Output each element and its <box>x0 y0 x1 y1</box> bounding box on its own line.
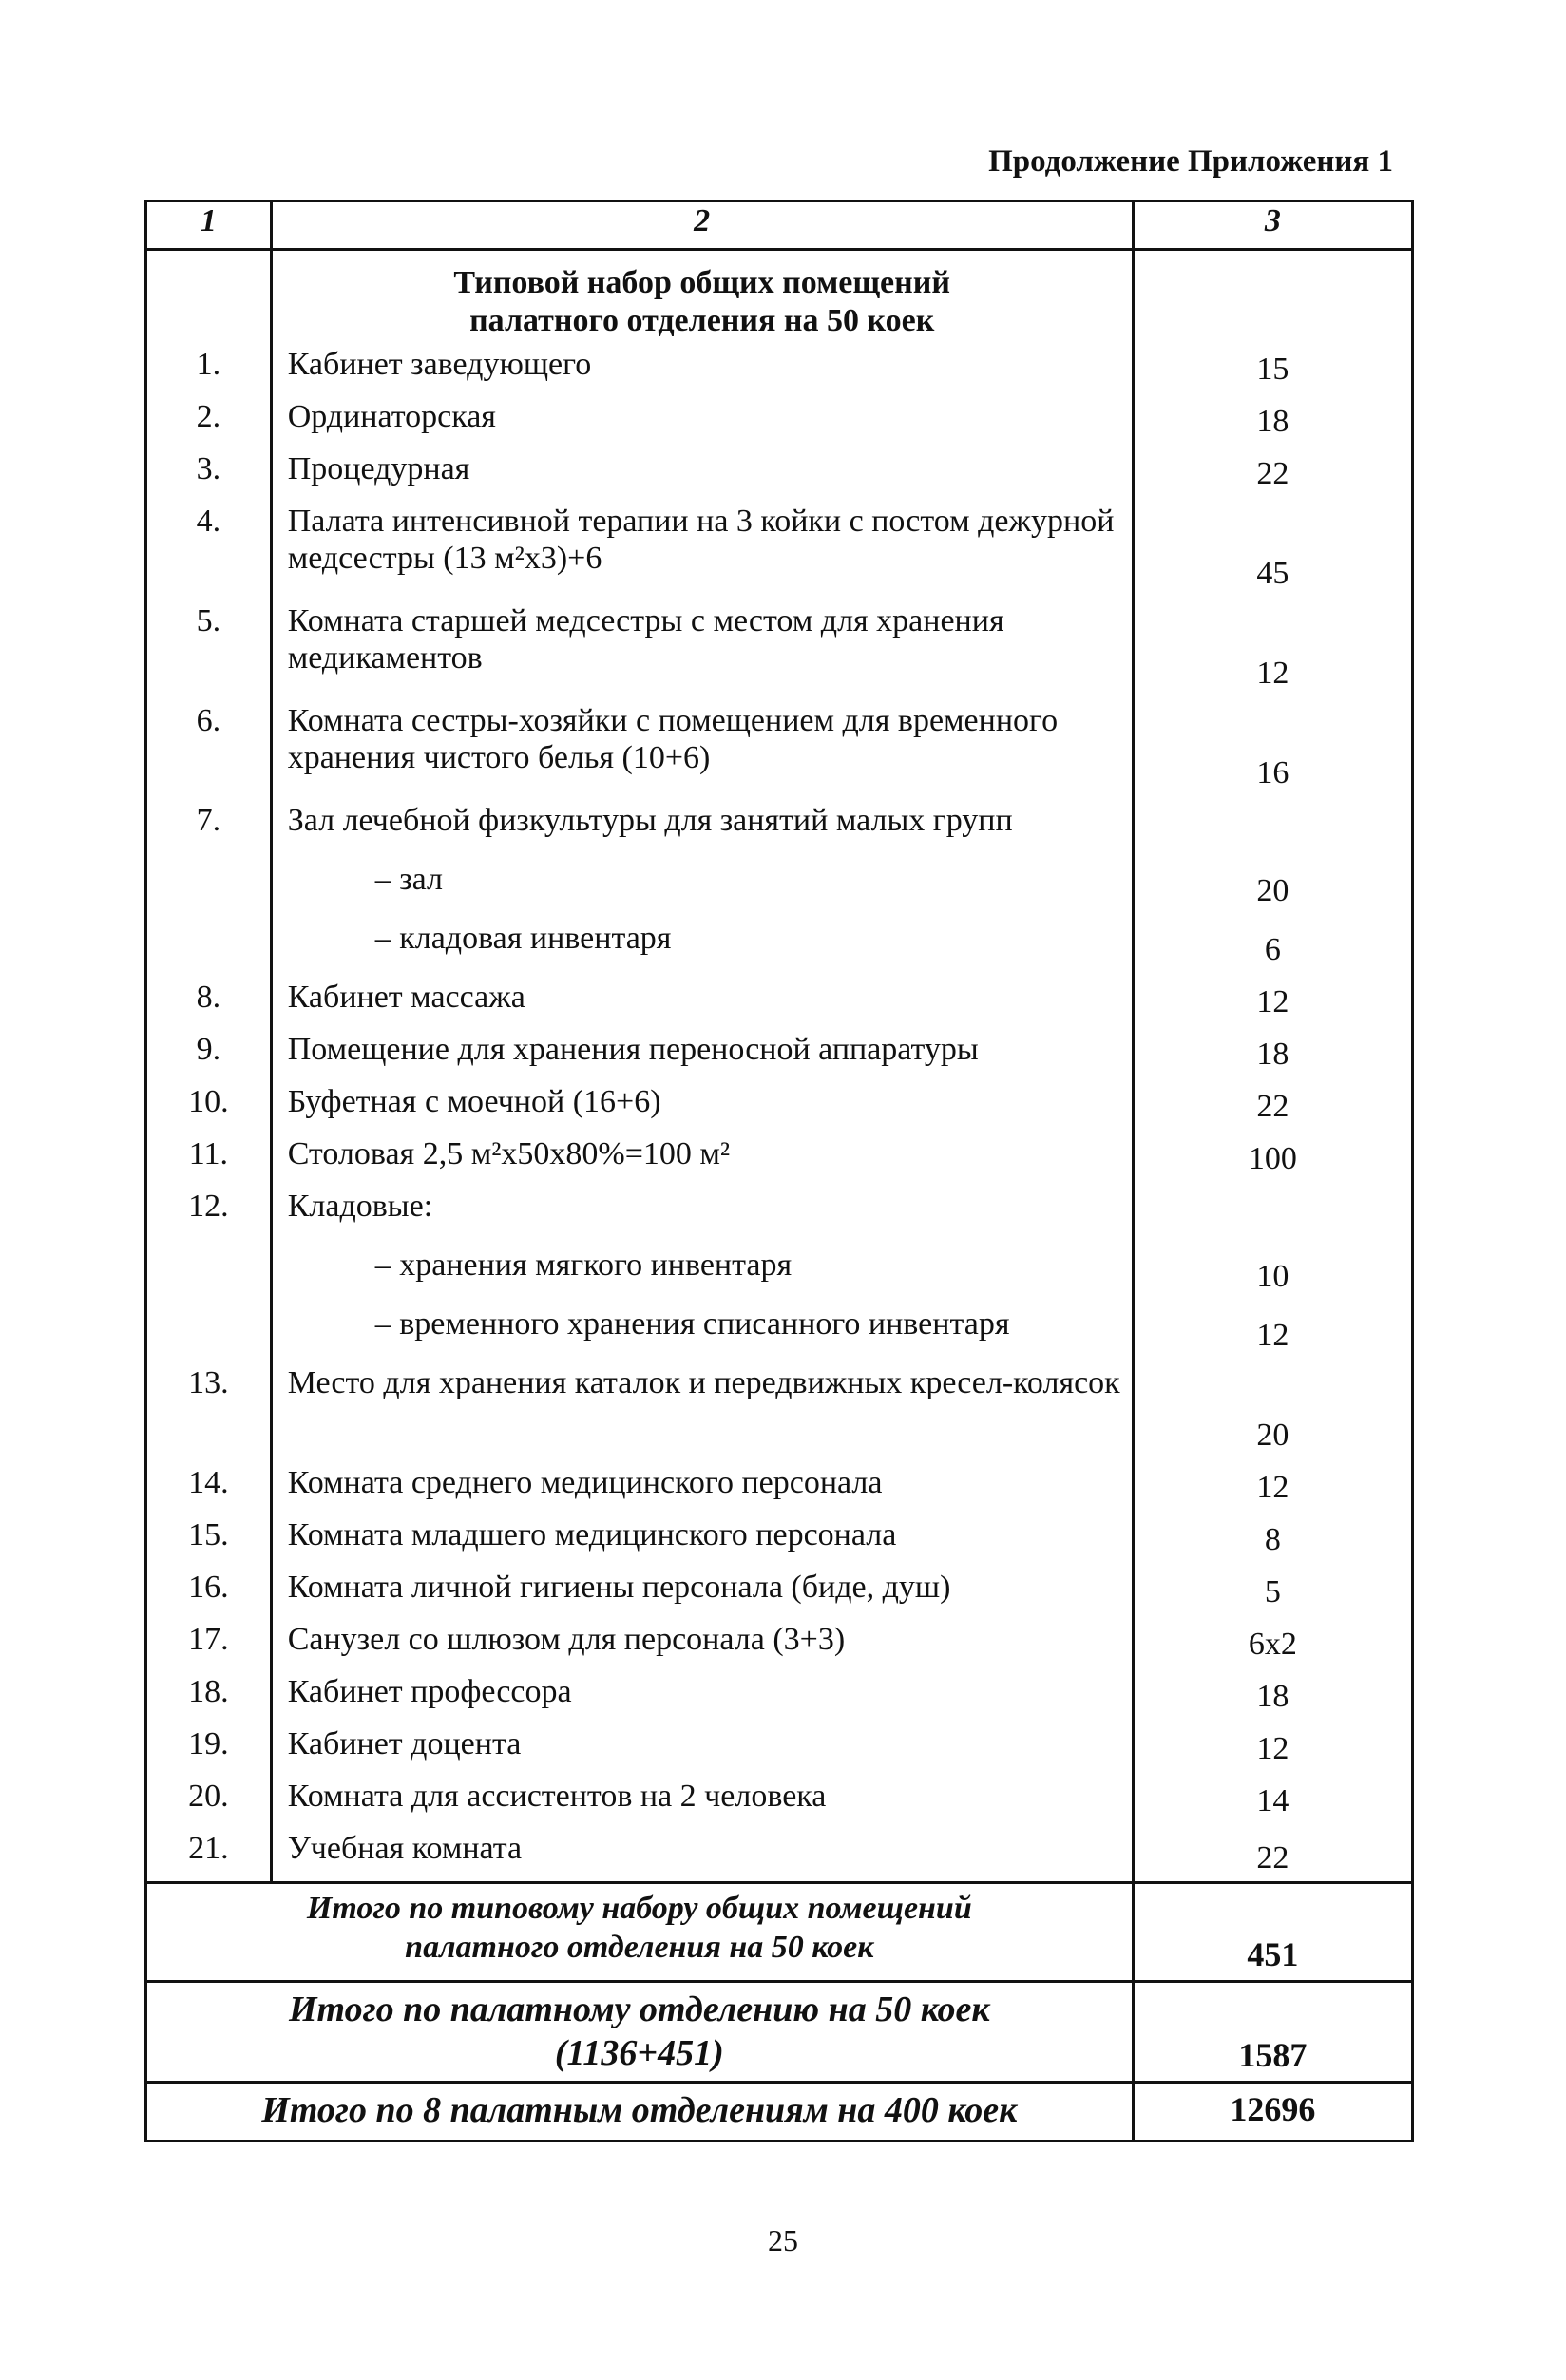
row-area: 22 <box>1133 1824 1412 1883</box>
row-name: Столовая 2,5 м²х50х80%=100 м² <box>271 1130 1133 1182</box>
row-area: 18 <box>1133 1025 1412 1077</box>
row-area: 12 <box>1133 1720 1412 1772</box>
table-row <box>146 1130 1413 1182</box>
row-name: Комната личной гигиены персонала (биде, душ) <box>271 1563 1133 1615</box>
table-row <box>146 1824 1413 1883</box>
row-number: 11. <box>146 1130 272 1182</box>
row-number: 15. <box>146 1511 272 1563</box>
total-label <box>146 1982 1134 2083</box>
row-name: – зал <box>271 855 1133 914</box>
row-name: Кладовые: <box>271 1182 1133 1241</box>
row-name: – временного хранения списанного инвентаря <box>271 1300 1133 1359</box>
row-area: 10 <box>1133 1241 1412 1300</box>
table-row <box>146 1077 1413 1130</box>
row-name: Учебная комната <box>271 1824 1133 1883</box>
row-area <box>1133 796 1412 855</box>
row-area: 22 <box>1133 445 1412 497</box>
row-area: 14 <box>1133 1772 1412 1824</box>
row-name: Место для хранения каталок и передвижных кресел-колясок <box>271 1359 1133 1458</box>
row-number: 1. <box>146 340 272 392</box>
table-row <box>146 914 1413 973</box>
table-row <box>146 855 1413 914</box>
column-header-3: 3 <box>1133 201 1412 250</box>
total-value: 12696 <box>1133 2083 1412 2142</box>
total-label-line-1: Итого по типовому набору общих помещений <box>306 1891 972 1927</box>
row-name: Комната среднего медицинского персонала <box>271 1458 1133 1511</box>
row-name: Кабинет заведующего <box>271 340 1133 392</box>
row-name: Кабинет профессора <box>271 1667 1133 1720</box>
table-row <box>146 597 1413 696</box>
row-number: 2. <box>146 392 272 445</box>
section-title-line-2: палатного отделения на 50 коек <box>469 302 935 338</box>
row-area: 8 <box>1133 1511 1412 1563</box>
row-area <box>1133 1182 1412 1241</box>
row-area: 6х2 <box>1133 1615 1412 1667</box>
row-number: 5. <box>146 597 272 696</box>
row-area: 6 <box>1133 914 1412 973</box>
table-row <box>146 1300 1413 1359</box>
row-area: 45 <box>1133 497 1412 597</box>
row-area: 100 <box>1133 1130 1412 1182</box>
row-area: 12 <box>1133 973 1412 1025</box>
row-name: Палата интенсивной терапии на 3 койки с постом дежурной медсестры (13 м²х3)+6 <box>271 497 1133 597</box>
continuation-title: Продолжение Приложения 1 <box>988 144 1393 179</box>
row-number: 4. <box>146 497 272 597</box>
row-area: 20 <box>1133 855 1412 914</box>
table-row <box>146 1667 1413 1720</box>
row-name: Помещение для хранения переносной аппаратуры <box>271 1025 1133 1077</box>
table-row <box>146 1615 1413 1667</box>
table-row <box>146 1025 1413 1077</box>
row-number <box>146 914 272 973</box>
table-row <box>146 392 1413 445</box>
row-area: 18 <box>1133 392 1412 445</box>
total-value: 1587 <box>1133 1982 1412 2083</box>
total-label <box>146 1883 1134 1982</box>
row-number: 12. <box>146 1182 272 1241</box>
row-name: – кладовая инвентаря <box>271 914 1133 973</box>
total-row <box>146 1883 1413 1982</box>
row-number: 13. <box>146 1359 272 1458</box>
total-label-line-1: Итого по палатному отделению на 50 коек <box>288 1990 990 2030</box>
row-number: 10. <box>146 1077 272 1130</box>
row-area: 18 <box>1133 1667 1412 1720</box>
row-area: 5 <box>1133 1563 1412 1615</box>
table-row <box>146 1720 1413 1772</box>
row-number: 16. <box>146 1563 272 1615</box>
total-row <box>146 2083 1413 2142</box>
row-number: 18. <box>146 1667 272 1720</box>
section-title <box>271 250 1133 340</box>
row-number: 21. <box>146 1824 272 1883</box>
row-name: Процедурная <box>271 445 1133 497</box>
row-area: 16 <box>1133 696 1412 796</box>
total-label-line-1: Итого по 8 палатным отделениям на 400 коек <box>261 2090 1018 2131</box>
column-header-1: 1 <box>146 201 272 250</box>
row-name: Комната старшей медсестры с местом для хранения медикаментов <box>271 597 1133 696</box>
total-value: 451 <box>1133 1883 1412 1982</box>
row-number: 17. <box>146 1615 272 1667</box>
row-name: Санузел со шлюзом для персонала (3+3) <box>271 1615 1133 1667</box>
table-row <box>146 1182 1413 1241</box>
table-row <box>146 1359 1413 1458</box>
page-number: 25 <box>768 2223 798 2257</box>
table-row <box>146 1458 1413 1511</box>
row-name: Зал лечебной физкультуры для занятий малых групп <box>271 796 1133 855</box>
row-number <box>146 1300 272 1359</box>
row-area: 22 <box>1133 1077 1412 1130</box>
row-name: Комната младшего медицинского персонала <box>271 1511 1133 1563</box>
row-number: 14. <box>146 1458 272 1511</box>
table-row <box>146 340 1413 392</box>
row-number <box>146 1241 272 1300</box>
row-name: Буфетная с моечной (16+6) <box>271 1077 1133 1130</box>
row-number: 9. <box>146 1025 272 1077</box>
table-row <box>146 497 1413 597</box>
row-area: 12 <box>1133 1458 1412 1511</box>
row-number <box>146 855 272 914</box>
table-row <box>146 1241 1413 1300</box>
table-row <box>146 696 1413 796</box>
row-name: Кабинет доцента <box>271 1720 1133 1772</box>
total-row <box>146 1982 1413 2083</box>
row-area: 15 <box>1133 340 1412 392</box>
premises-table <box>144 200 1414 2142</box>
row-name: Комната для ассистентов на 2 человека <box>271 1772 1133 1824</box>
row-number: 3. <box>146 445 272 497</box>
row-area: 12 <box>1133 1300 1412 1359</box>
table-row <box>146 973 1413 1025</box>
row-number: 19. <box>146 1720 272 1772</box>
row-number: 20. <box>146 1772 272 1824</box>
row-name: Комната сестры-хозяйки с помещением для временного хранения чистого белья (10+6) <box>271 696 1133 796</box>
column-header-2: 2 <box>271 201 1133 250</box>
row-name: Ординаторская <box>271 392 1133 445</box>
total-label <box>146 2083 1134 2142</box>
row-name: – хранения мягкого инвентаря <box>271 1241 1133 1300</box>
total-label-line-2: палатного отделения на 50 коек <box>405 1929 874 1965</box>
table-row <box>146 1511 1413 1563</box>
table-row <box>146 1563 1413 1615</box>
row-area: 20 <box>1133 1359 1412 1458</box>
row-area: 12 <box>1133 597 1412 696</box>
total-label-line-2: (1136+451) <box>554 2032 724 2073</box>
row-number: 7. <box>146 796 272 855</box>
row-number: 6. <box>146 696 272 796</box>
column-header-row <box>146 201 1413 250</box>
table-row <box>146 445 1413 497</box>
row-number: 8. <box>146 973 272 1025</box>
table-row <box>146 1772 1413 1824</box>
section-title-row <box>146 250 1413 340</box>
table-row <box>146 796 1413 855</box>
row-name: Кабинет массажа <box>271 973 1133 1025</box>
section-title-line-1: Типовой набор общих помещений <box>453 265 950 300</box>
